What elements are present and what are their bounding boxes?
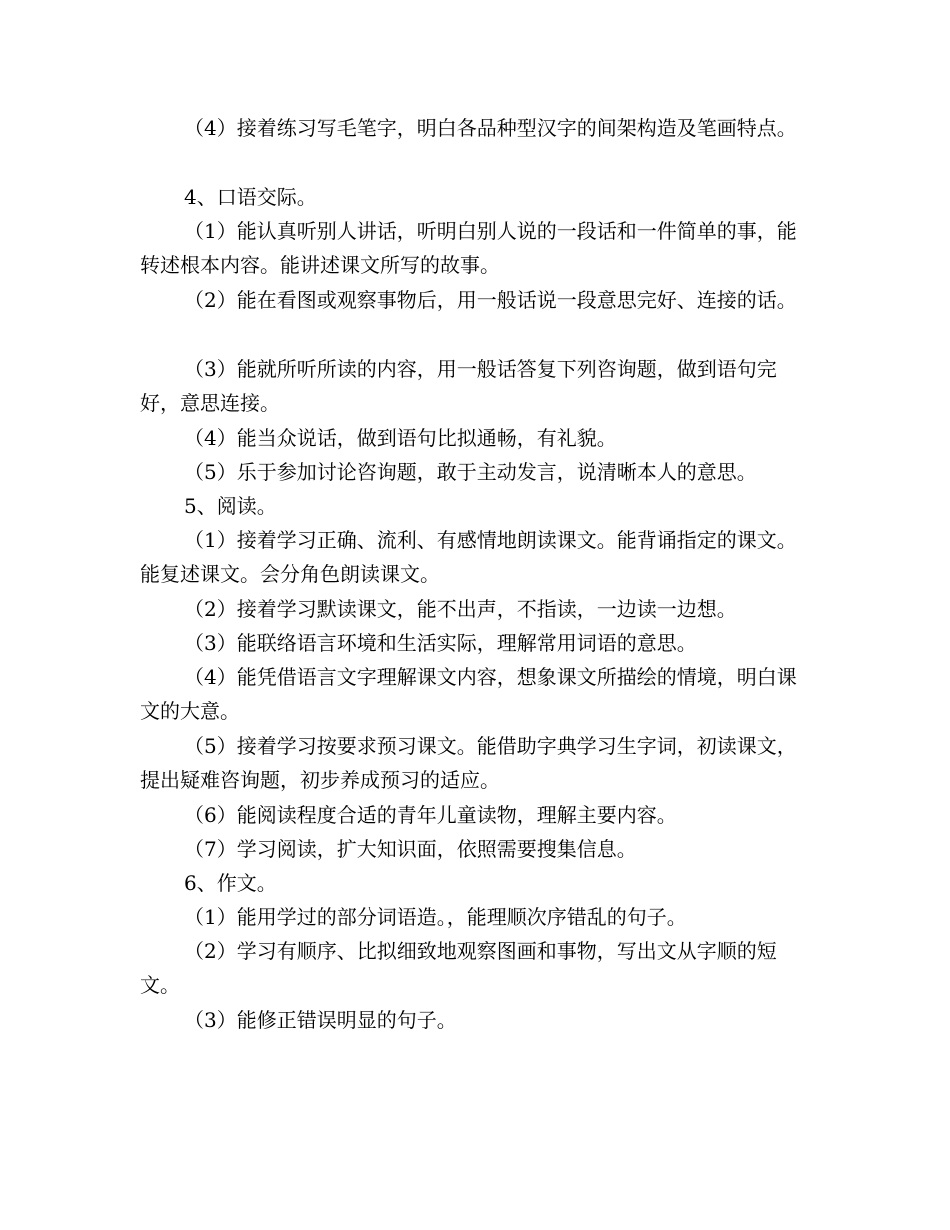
document-body xyxy=(140,111,812,1037)
paragraph-listening: （1）能认真听别人讲话，听明白别人说的一段话和一件简单的事，能转述根本内容。能讲述课文所写的故事。 xyxy=(140,219,797,277)
paragraph-sentence-correction: （3）能修正错误明显的句子。 xyxy=(184,1008,457,1032)
paragraph-discussion: （5）乐于参加讨论咨询题，敢于主动发言，说清晰本人的意思。 xyxy=(184,460,757,484)
section-heading-oral-communication: 4、口语交际。 xyxy=(184,185,317,209)
paragraph-preview: （5）接着学习按要求预习课文。能借助字典学习生字词，初读课文，提出疑难咨询题，初步养成预习的适应。 xyxy=(140,734,797,792)
paragraph-expand-knowledge: （7）学习阅读，扩大知识面，依照需要搜集信息。 xyxy=(184,837,637,861)
paragraph-silent-reading: （2）接着学习默读课文，能不出声，不指读，一边读一边想。 xyxy=(184,597,737,621)
paragraph-public-speaking: （4）能当众说话，做到语句比拟通畅，有礼貌。 xyxy=(184,426,617,450)
paragraph-describe-pictures: （2）能在看图或观察事物后，用一般话说一段意思完好、连接的话。 xyxy=(184,288,797,312)
paragraph-childrens-books: （6）能阅读程度合适的青年儿童读物，理解主要内容。 xyxy=(184,803,677,827)
paragraph-brush-calligraphy: （4）接着练习写毛笔字，明白各品种型汉字的间架构造及笔画特点。 xyxy=(184,116,797,140)
paragraph-sentence-making: （1）能用学过的部分词语造。，能理顺次序错乱的句子。 xyxy=(184,905,687,929)
paragraph-answer-questions: （3）能就所听所读的内容，用一般话答复下列咨询题，做到语句完好，意思连接。 xyxy=(140,357,777,415)
section-heading-composition: 6、作文。 xyxy=(184,871,277,895)
paragraph-comprehension: （4）能凭借语言文字理解课文内容，想象课文所描绘的情境，明白课文的大意。 xyxy=(140,665,797,723)
paragraph-observation-writing: （2）学习有顺序、比拟细致地观察图画和事物，写出文从字顺的短文。 xyxy=(140,939,777,997)
section-heading-reading: 5、阅读。 xyxy=(184,494,277,518)
paragraph-read-aloud: （1）接着学习正确、流利、有感情地朗读课文。能背诵指定的课文。能复述课文。会分角色朗读课文。 xyxy=(140,528,797,586)
paragraph-word-meaning: （3）能联络语言环境和生活实际，理解常用词语的意思。 xyxy=(184,631,697,655)
